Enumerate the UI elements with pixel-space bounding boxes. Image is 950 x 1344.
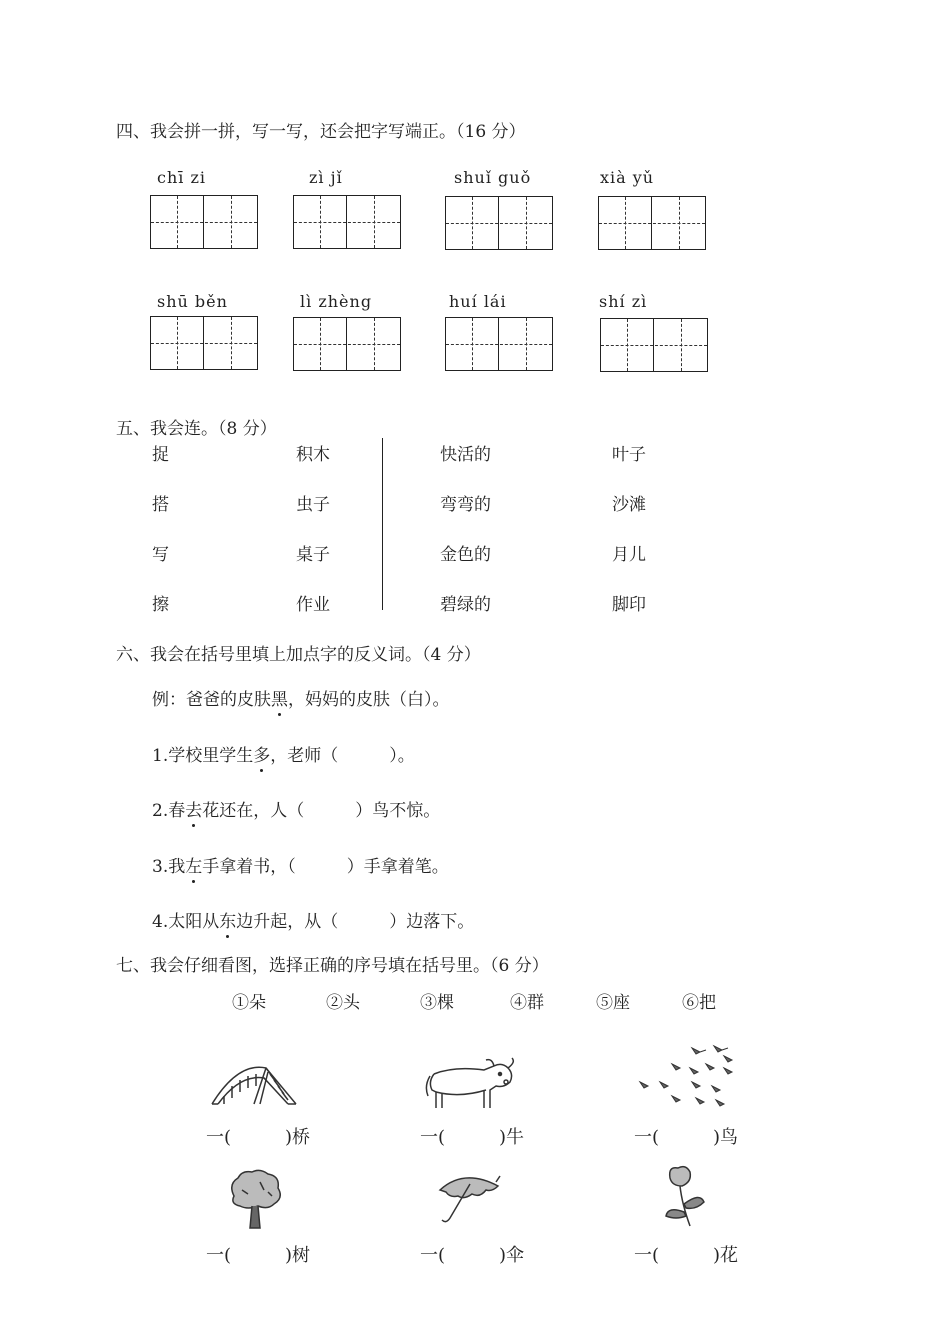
dotted-char: 左 bbox=[185, 852, 202, 877]
caption-flower[interactable]: 一( )花 bbox=[634, 1245, 739, 1266]
match-word[interactable]: 碧绿的 bbox=[440, 595, 491, 615]
writing-grid[interactable] bbox=[293, 195, 401, 249]
match-word[interactable]: 月儿 bbox=[612, 545, 646, 565]
match-word[interactable]: 弯弯的 bbox=[440, 495, 491, 515]
section7-title: 七、我会仔细看图，选择正确的序号填在括号里。（6 分） bbox=[116, 956, 549, 976]
writing-grid[interactable] bbox=[600, 318, 708, 372]
caption-umbrella[interactable]: 一( )伞 bbox=[420, 1245, 525, 1266]
option-4: ④群 bbox=[510, 993, 544, 1013]
tree-icon bbox=[228, 1168, 284, 1230]
option-1: ①朵 bbox=[232, 993, 266, 1013]
caption-tree[interactable]: 一( )树 bbox=[206, 1245, 311, 1266]
pinyin-5: shū běn bbox=[157, 292, 228, 311]
question-3[interactable]: 3.我左手拿着书，（ ）手拿着笔。 bbox=[152, 852, 449, 877]
writing-grid[interactable] bbox=[598, 196, 706, 250]
dotted-char: 东 bbox=[219, 907, 236, 932]
birds-icon bbox=[632, 1042, 742, 1112]
dotted-char: 黑 bbox=[271, 685, 288, 710]
pinyin-6: lì zhèng bbox=[300, 292, 373, 311]
caption-bridge[interactable]: 一( )桥 bbox=[206, 1127, 311, 1148]
match-word[interactable]: 捉 bbox=[152, 445, 169, 465]
writing-grid[interactable] bbox=[445, 196, 553, 250]
pinyin-3: shuǐ guǒ bbox=[454, 168, 532, 187]
match-word[interactable]: 金色的 bbox=[440, 545, 491, 565]
divider-line bbox=[382, 438, 383, 610]
option-6: ⑥把 bbox=[682, 993, 716, 1013]
match-word[interactable]: 虫子 bbox=[296, 495, 330, 515]
match-word[interactable]: 快活的 bbox=[440, 445, 491, 465]
option-3: ③棵 bbox=[420, 993, 454, 1013]
option-5: ⑤座 bbox=[596, 993, 630, 1013]
dotted-char: 去 bbox=[185, 796, 202, 821]
question-1[interactable]: 1.学校里学生多，老师（ ）。 bbox=[152, 741, 415, 766]
section6-title: 六、我会在括号里填上加点字的反义词。（4 分） bbox=[116, 645, 481, 665]
writing-grid[interactable] bbox=[293, 317, 401, 371]
writing-grid[interactable] bbox=[445, 317, 553, 371]
pinyin-4: xià yǔ bbox=[600, 168, 655, 187]
match-word[interactable]: 桌子 bbox=[296, 545, 330, 565]
match-word[interactable]: 沙滩 bbox=[612, 495, 646, 515]
writing-grid[interactable] bbox=[150, 316, 258, 370]
umbrella-icon bbox=[434, 1170, 504, 1228]
caption-birds[interactable]: 一( )鸟 bbox=[634, 1127, 739, 1148]
pinyin-1: chī zi bbox=[157, 168, 207, 187]
pinyin-2: zì jǐ bbox=[309, 168, 343, 187]
option-2: ②头 bbox=[326, 993, 360, 1013]
pinyin-7: huí lái bbox=[449, 292, 507, 311]
match-word[interactable]: 搭 bbox=[152, 495, 169, 515]
match-word[interactable]: 擦 bbox=[152, 595, 169, 615]
caption-ox[interactable]: 一( )牛 bbox=[420, 1127, 525, 1148]
section4-title: 四、我会拼一拼，写一写，还会把字写端正。（16 分） bbox=[116, 122, 526, 142]
section5-title: 五、我会连。（8 分） bbox=[116, 419, 277, 439]
match-word[interactable]: 写 bbox=[152, 545, 169, 565]
match-word[interactable]: 叶子 bbox=[612, 445, 646, 465]
question-2[interactable]: 2.春去花还在，人（ ）鸟不惊。 bbox=[152, 796, 440, 821]
match-word[interactable]: 脚印 bbox=[612, 595, 646, 615]
match-word[interactable]: 积木 bbox=[296, 445, 330, 465]
example-sentence: 例：爸爸的皮肤黑，妈妈的皮肤（白）。 bbox=[152, 685, 450, 710]
bridge-icon bbox=[208, 1058, 300, 1110]
ox-icon bbox=[424, 1056, 520, 1112]
dotted-char: 多 bbox=[253, 741, 270, 766]
question-4[interactable]: 4.太阳从东边升起，从（ ）边落下。 bbox=[152, 907, 474, 932]
match-word[interactable]: 作业 bbox=[296, 595, 330, 615]
pinyin-8: shí zì bbox=[599, 292, 648, 311]
writing-grid[interactable] bbox=[150, 195, 258, 249]
flower-icon bbox=[660, 1164, 710, 1230]
